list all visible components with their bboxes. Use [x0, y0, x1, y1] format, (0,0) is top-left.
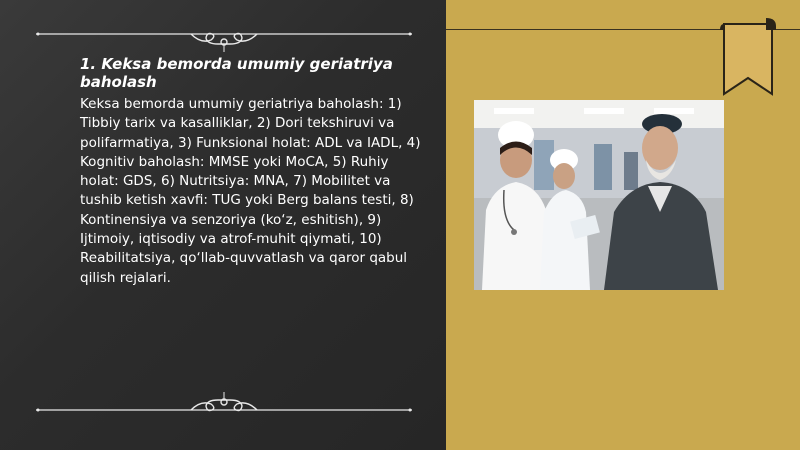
slide-body-text: Keksa bemorda umumiy geriatriya baholash: 1) Tibbiy tarix va kasalliklar, 2) Dori tekshiruvi va polifarmatiya, 3) Funksional holat: ADL va IADL, 4) Kognitiv baholash: MMSE yoki MoCA, 5) Ruhiy holat: GDS, 6) Nutritsiya: MNA, 7) Mobilitet va tushib ketish xavfi: TUG yoki Berg balans testi, 8) Kontinensiya va senzoriya (ko‘z, eshitish), 9) Ijtimoiy, iqtisodiy va atrof-muhit qiymati, 10) Reabilitatsiya, qo‘llab-quvvatlash va qaror qabul qilish rejalari. [80, 96, 421, 286]
top-scroll-divider-icon [36, 30, 412, 54]
slide-title: 1. Keksa bemorda umumiy geriatriya baholash [80, 55, 393, 91]
bookmark-ribbon-icon [720, 18, 776, 98]
photo-illustration [474, 100, 724, 290]
bottom-scroll-divider-icon [36, 390, 412, 414]
doctor-patient-photo [474, 100, 724, 290]
